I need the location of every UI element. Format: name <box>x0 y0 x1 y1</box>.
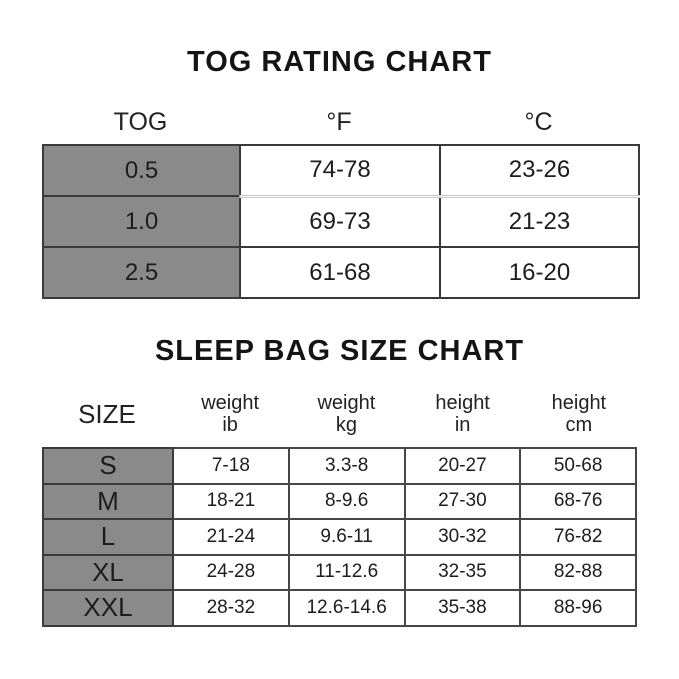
size-label-cell: XL <box>43 555 173 591</box>
size-column-headers <box>42 392 637 436</box>
table-row <box>43 590 636 626</box>
size-label-cell: M <box>43 484 173 520</box>
header-line-2: cm <box>565 414 593 436</box>
height-in-cell: 35-38 <box>405 590 521 626</box>
celsius-range-cell: 16-20 <box>440 247 639 298</box>
column-header-fahrenheit: °F <box>326 108 352 136</box>
weight-lb-cell: 28-32 <box>173 590 289 626</box>
height-in-cell: 32-35 <box>405 555 521 591</box>
weight-kg-cell: 8-9.6 <box>289 484 405 520</box>
celsius-range-cell: 21-23 <box>440 196 639 247</box>
weight-kg-cell: 9.6-11 <box>289 519 405 555</box>
table-row <box>43 484 636 520</box>
weight-lb-cell: 18-21 <box>173 484 289 520</box>
header-line-2: ib <box>222 414 238 436</box>
column-header-size: SIZE <box>78 399 136 429</box>
header-line-1: height <box>435 392 490 414</box>
height-in-cell: 20-27 <box>405 448 521 484</box>
column-header-weight-kg <box>288 392 404 436</box>
fahrenheit-range-cell: 74-78 <box>240 145 440 196</box>
header-line-2: in <box>454 414 471 436</box>
fahrenheit-range-cell: 61-68 <box>240 247 440 298</box>
height-cm-cell: 68-76 <box>520 484 636 520</box>
size-label-cell: XXL <box>43 590 173 626</box>
height-cm-cell: 76-82 <box>520 519 636 555</box>
weight-kg-cell: 12.6-14.6 <box>289 590 405 626</box>
table-row <box>43 555 636 591</box>
sleep-bag-size-table <box>42 447 637 627</box>
tog-value-cell: 1.0 <box>43 196 240 247</box>
tog-rating-table <box>42 144 640 299</box>
weight-kg-cell: 11-12.6 <box>289 555 405 591</box>
column-header-tog: TOG <box>113 108 168 136</box>
header-line-2: kg <box>335 414 357 436</box>
header-line-1: weight <box>317 392 376 414</box>
size-label-cell: L <box>43 519 173 555</box>
size-chart-title: SLEEP BAG SIZE CHART <box>154 335 525 367</box>
column-header-weight-lb <box>172 392 288 436</box>
weight-kg-cell: 3.3-8 <box>289 448 405 484</box>
column-header-celsius: °C <box>524 108 553 136</box>
height-in-cell: 27-30 <box>405 484 521 520</box>
table-row <box>43 448 636 484</box>
height-cm-cell: 88-96 <box>520 590 636 626</box>
table-row <box>43 519 636 555</box>
tog-chart-title: TOG RATING CHART <box>187 46 492 78</box>
table-row <box>43 196 639 247</box>
fahrenheit-range-cell: 69-73 <box>240 196 440 247</box>
tog-value-cell: 2.5 <box>43 247 240 298</box>
header-line-1: height <box>551 392 607 414</box>
size-label-cell: S <box>43 448 173 484</box>
height-cm-cell: 82-88 <box>520 555 636 591</box>
weight-lb-cell: 21-24 <box>173 519 289 555</box>
celsius-range-cell: 23-26 <box>440 145 639 196</box>
height-in-cell: 30-32 <box>405 519 521 555</box>
tog-value-cell: 0.5 <box>43 145 240 196</box>
column-header-height-cm <box>521 392 637 436</box>
height-cm-cell: 50-68 <box>520 448 636 484</box>
table-row <box>43 247 639 298</box>
column-header-height-in <box>405 392 521 436</box>
table-row <box>43 145 639 196</box>
tog-column-headers <box>42 108 638 137</box>
header-line-1: weight <box>201 392 260 414</box>
weight-lb-cell: 24-28 <box>173 555 289 591</box>
weight-lb-cell: 7-18 <box>173 448 289 484</box>
